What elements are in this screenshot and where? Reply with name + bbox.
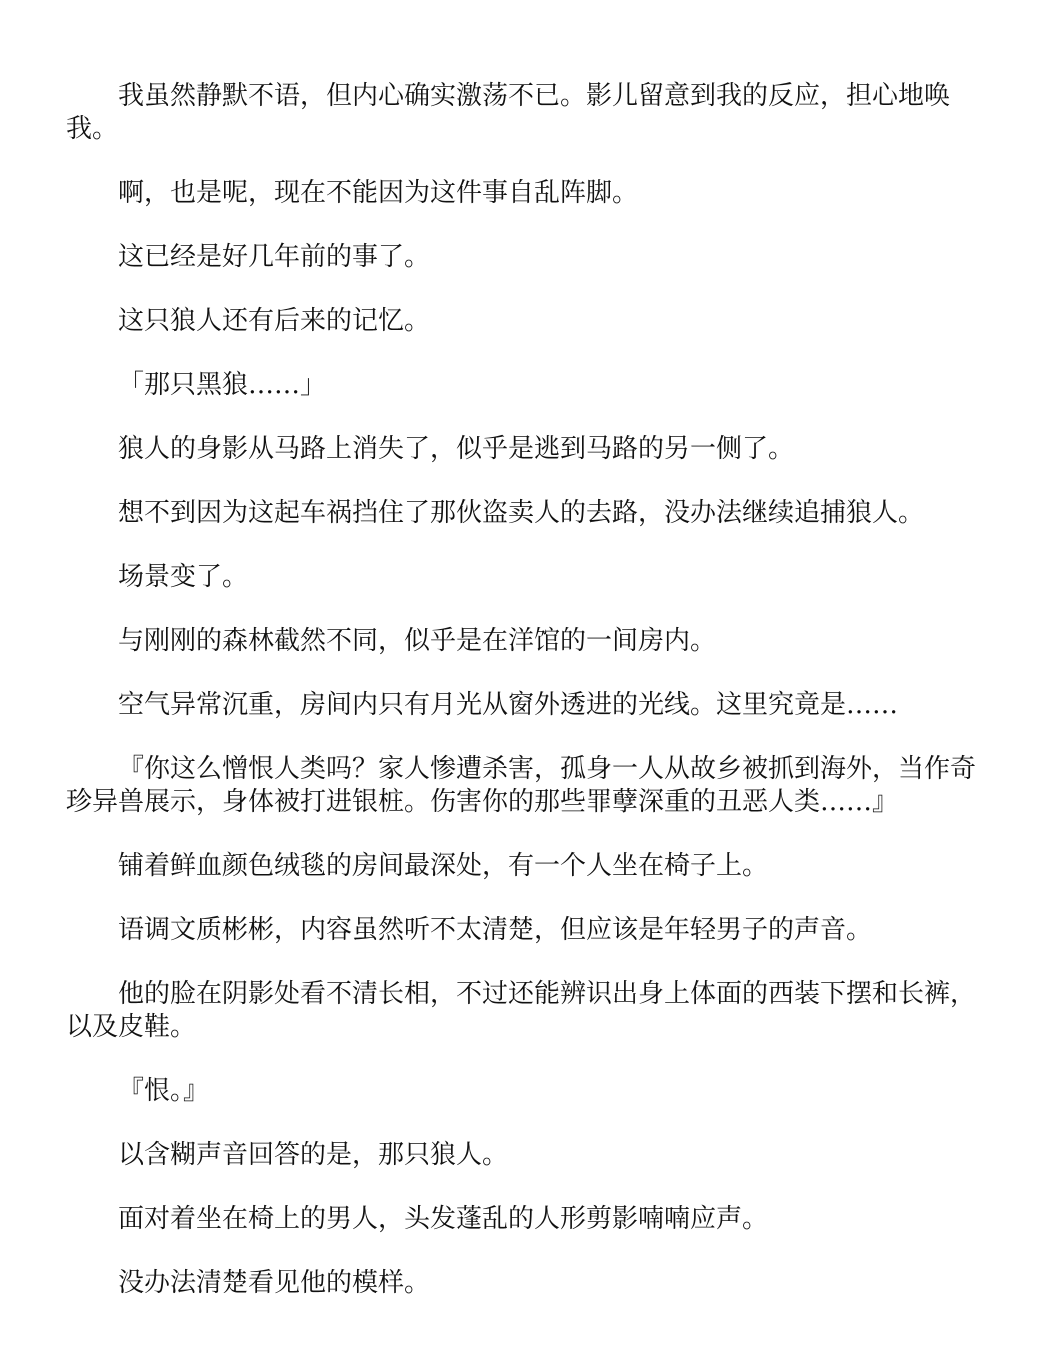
paragraph: 想不到因为这起车祸挡住了那伙盗卖人的去路，没办法继续追捕狼人。 xyxy=(118,498,925,528)
paragraph: 空气异常沉重，房间内只有月光从窗外透进的光线。这里究竟是…… xyxy=(118,690,899,720)
dialogue-paragraph: 『恨。』 xyxy=(118,1076,210,1106)
paragraph: 他的脸在阴影处看不清长相，不过还能辨识出身上体面的西装下摆和长裤，以及皮鞋。 xyxy=(66,979,977,1042)
paragraph: 这已经是好几年前的事了。 xyxy=(118,242,431,272)
paragraph: 以含糊声音回答的是，那只狼人。 xyxy=(118,1140,509,1170)
paragraph: 这只狼人还有后来的记忆。 xyxy=(118,306,431,336)
paragraph: 狼人的身影从马路上消失了，似乎是逃到马路的另一侧了。 xyxy=(118,434,795,464)
paragraph: 面对着坐在椅上的男人，头发蓬乱的人形剪影喃喃应声。 xyxy=(118,1204,769,1234)
dialogue-paragraph: 『你这么憎恨人类吗？家人惨遭杀害，孤身一人从故乡被抓到海外，当作奇珍异兽展示，身体被打进银桩。伤害你的那些罪孽深重的丑恶人类……』 xyxy=(66,754,977,817)
document-page xyxy=(66,80,978,1331)
paragraph: 场景变了。 xyxy=(118,562,249,592)
dialogue-paragraph: 「那只黑狼……」 xyxy=(118,370,327,400)
paragraph: 语调文质彬彬，内容虽然听不太清楚，但应该是年轻男子的声音。 xyxy=(118,915,873,945)
paragraph: 啊，也是呢，现在不能因为这件事自乱阵脚。 xyxy=(118,178,639,208)
paragraph: 没办法清楚看见他的模样。 xyxy=(118,1268,431,1298)
paragraph: 与刚刚的森林截然不同，似乎是在洋馆的一间房内。 xyxy=(118,626,717,656)
paragraph: 铺着鲜血颜色绒毯的房间最深处，有一个人坐在椅子上。 xyxy=(118,851,769,881)
paragraph: 我虽然静默不语，但内心确实激荡不已。影儿留意到我的反应，担心地唤我。 xyxy=(66,81,951,144)
